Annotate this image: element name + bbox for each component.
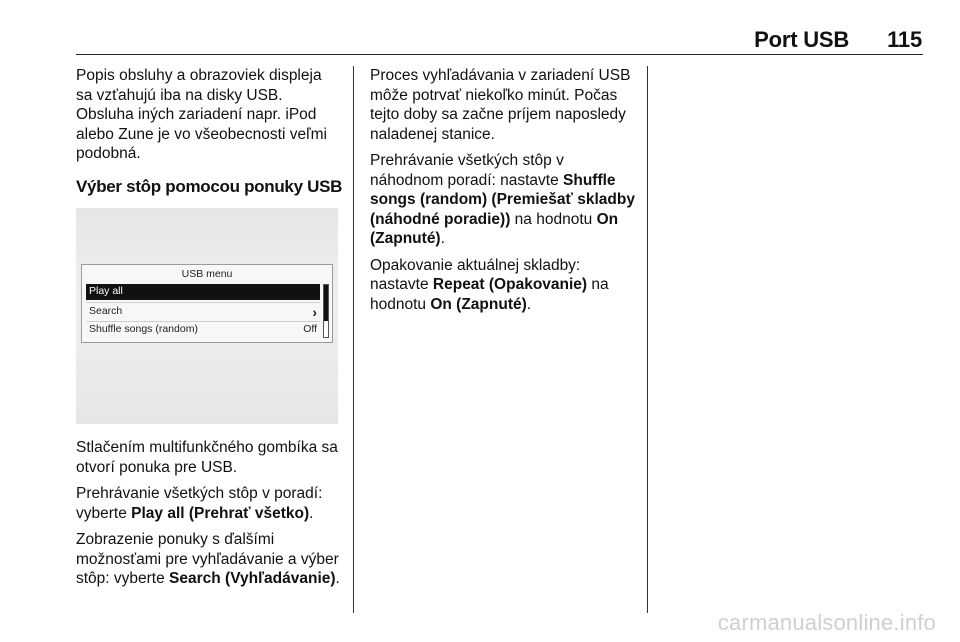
- paragraph-repeat: Opakovanie aktuálnej skladby: nastavte Repeat (Opakovanie) na hodnotu On (Zapnuté).: [370, 256, 609, 313]
- bold-repeat: Repeat (Opakovanie): [432, 276, 588, 293]
- menu-item-value: Off: [303, 323, 317, 336]
- menu-title: USB menu: [181, 268, 233, 280]
- display-screen: [81, 264, 333, 343]
- watermark: carmanualsonline.info: [717, 610, 936, 635]
- page-title: Port USB: [754, 27, 850, 52]
- bold-on: On (Zapnuté): [370, 210, 619, 247]
- menu-item-label: Play all: [89, 285, 123, 298]
- bold-play-all: Play all (Prehrať všetko): [131, 504, 310, 522]
- menu-item-play-all[interactable]: [86, 284, 320, 300]
- middle-column: [370, 66, 638, 321]
- paragraph-search: Zobrazenie ponuky s ďalšími možnosťami pre vyhľadávanie a výber stôp: vyberte Search (Vyhľadávanie).: [76, 531, 340, 587]
- column-divider-right: [647, 66, 648, 613]
- paragraph-open-menu: Stlačením multifunkčného gombíka sa otvorí ponuka pre USB.: [76, 439, 338, 476]
- menu-scrollbar[interactable]: [323, 284, 329, 338]
- page-number: 115: [887, 27, 922, 52]
- menu-item-label: Search: [89, 305, 123, 318]
- scrollbar-thumb[interactable]: [324, 285, 328, 321]
- page-header: [754, 27, 922, 53]
- paragraph-shuffle: Prehrávanie všetkých stôp v náhodnom poradí: nastavte Shuffle songs (random) (Premiešať skladby (náhodné poradie)) na hodnotu On (Zapnuté).: [370, 152, 635, 247]
- intro-paragraph: Popis obsluhy a obrazoviek displeja sa vzťahujú iba na disky USB. Obsluha iných zariadení napr. iPod alebo Zune je vo všeobecnosti veľmi podobná.: [76, 67, 327, 162]
- chevron-right-icon: ›: [312, 304, 317, 320]
- section-heading: Výber stôp pomocou ponuky USB: [76, 176, 343, 196]
- menu-item-shuffle[interactable]: [86, 322, 320, 338]
- bold-on: On (Zapnuté): [430, 295, 527, 313]
- column-divider-left: [353, 66, 354, 613]
- usb-menu-figure: [76, 208, 338, 424]
- paragraph-play-all: Prehrávanie všetkých stôp v poradí: vyberte Play all (Prehrať všetko).: [76, 485, 323, 522]
- paragraph-search-process: Proces vyhľadávania v zariadení USB môže potrvať niekoľko minút. Počas tejto doby sa začne príjem naposledy naladenej stanice.: [370, 67, 631, 143]
- menu-item-search[interactable]: [86, 304, 320, 320]
- bold-search: Search (Vyhľadávanie): [169, 570, 336, 587]
- left-column: [76, 66, 341, 596]
- header-divider: [76, 54, 923, 55]
- bold-shuffle: Shuffle songs (random) (Premiešať skladby (náhodné poradie)): [370, 171, 635, 228]
- menu-item-label: Shuffle songs (random): [89, 323, 198, 336]
